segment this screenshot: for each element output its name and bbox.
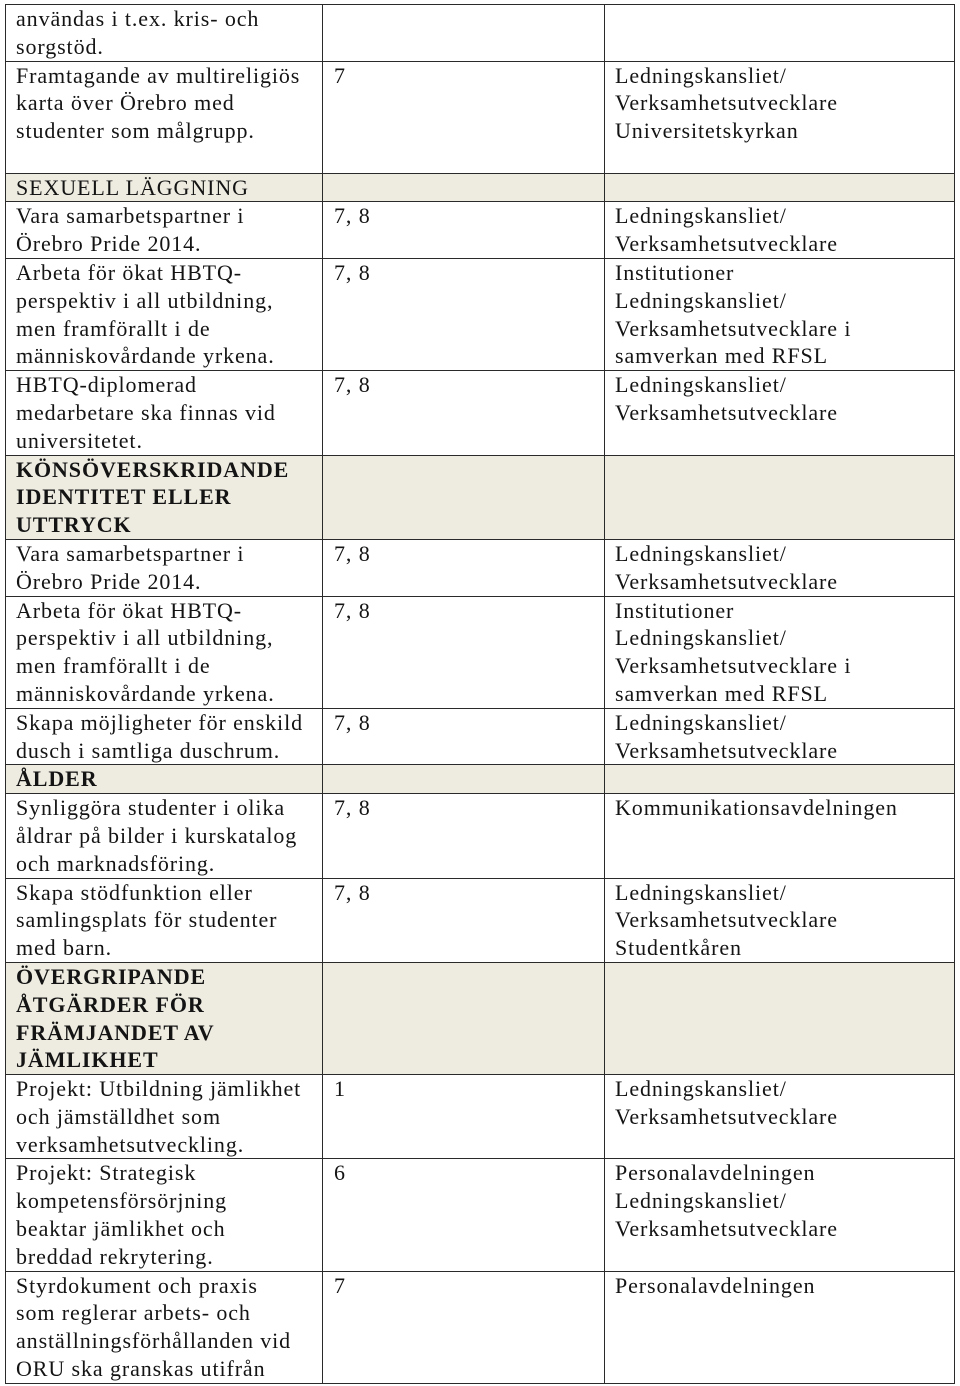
section-blank-cell (605, 765, 955, 794)
action-cell: Skapa stödfunktion eller samlingsplats för studenter med barn. (6, 878, 323, 962)
table-row (6, 878, 955, 962)
section-header-row (6, 173, 955, 202)
section-header-row (6, 765, 955, 794)
responsible-cell: Ledningskansliet/ Verksamhetsutvecklare (605, 708, 955, 765)
action-cell: Styrdokument och praxis som reglerar arbets- och anställningsförhållanden vid ORU ska granskas utifrån (6, 1271, 323, 1383)
table-row (6, 1271, 955, 1383)
action-cell: Projekt: Strategisk kompetensförsörjning beaktar jämlikhet och breddad rekrytering. (6, 1159, 323, 1271)
section-blank-cell (323, 455, 605, 539)
section-blank-cell (323, 962, 605, 1074)
action-cell: Arbeta för ökat HBTQ- perspektiv i all utbildning, men framförallt i de människovårdande yrkena. (6, 596, 323, 708)
action-cell: användas i t.ex. kris- och sorgstöd. (6, 5, 323, 62)
section-title: ÅLDER (6, 765, 323, 794)
section-blank-cell (605, 455, 955, 539)
section-blank-cell (605, 173, 955, 202)
responsible-cell: Ledningskansliet/ Verksamhetsutvecklare (605, 371, 955, 455)
goals-cell: 7 (323, 1271, 605, 1383)
action-cell: Synliggöra studenter i olika åldrar på bilder i kurskatalog och marknadsföring. (6, 794, 323, 878)
goals-cell: 1 (323, 1075, 605, 1159)
section-title: SEXUELL LÄGGNING (6, 173, 323, 202)
section-blank-cell (323, 173, 605, 202)
responsible-cell: Kommunikationsavdelningen (605, 794, 955, 878)
goals-cell: 6 (323, 1159, 605, 1271)
goals-cell: 7, 8 (323, 202, 605, 259)
table-row (6, 371, 955, 455)
table-row (6, 202, 955, 259)
goals-cell: 7 (323, 61, 605, 173)
table-row (6, 596, 955, 708)
table-row (6, 794, 955, 878)
responsible-cell (605, 5, 955, 62)
action-cell: Vara samarbetspartner i Örebro Pride 2014. (6, 202, 323, 259)
table-row (6, 258, 955, 370)
table-row (6, 1075, 955, 1159)
action-cell: HBTQ-diplomerad medarbetare ska finnas vid universitetet. (6, 371, 323, 455)
responsible-cell: Personalavdelningen (605, 1271, 955, 1383)
responsible-cell: Ledningskansliet/ Verksamhetsutvecklare (605, 202, 955, 259)
action-cell: Vara samarbetspartner i Örebro Pride 2014. (6, 539, 323, 596)
action-cell: Skapa möjligheter för enskild dusch i samtliga duschrum. (6, 708, 323, 765)
table-row (6, 708, 955, 765)
responsible-cell: Ledningskansliet/ Verksamhetsutvecklare Universitetskyrkan (605, 61, 955, 173)
responsible-cell: Personalavdelningen Ledningskansliet/ Verksamhetsutvecklare (605, 1159, 955, 1271)
section-blank-cell (605, 962, 955, 1074)
responsible-cell: Ledningskansliet/ Verksamhetsutvecklare Studentkåren (605, 878, 955, 962)
table-body (6, 5, 955, 1384)
action-cell: Framtagande av multireligiös karta över Örebro med studenter som målgrupp. (6, 61, 323, 173)
goals-cell: 7, 8 (323, 878, 605, 962)
responsible-cell: Ledningskansliet/ Verksamhetsutvecklare (605, 539, 955, 596)
goals-cell: 7, 8 (323, 596, 605, 708)
table-row (6, 61, 955, 173)
goals-cell (323, 5, 605, 62)
responsible-cell: Ledningskansliet/ Verksamhetsutvecklare (605, 1075, 955, 1159)
table-row (6, 5, 955, 62)
goals-cell: 7, 8 (323, 794, 605, 878)
table-row (6, 1159, 955, 1271)
section-title: KÖNSÖVERSKRIDANDE IDENTITET ELLER UTTRYCK (6, 455, 323, 539)
goals-cell: 7, 8 (323, 708, 605, 765)
table-row (6, 539, 955, 596)
section-blank-cell (323, 765, 605, 794)
goals-cell: 7, 8 (323, 539, 605, 596)
section-header-row (6, 962, 955, 1074)
responsible-cell: Institutioner Ledningskansliet/ Verksamhetsutvecklare i samverkan med RFSL (605, 258, 955, 370)
section-header-row (6, 455, 955, 539)
goals-cell: 7, 8 (323, 371, 605, 455)
action-plan-table (5, 4, 955, 1384)
action-cell: Arbeta för ökat HBTQ- perspektiv i all utbildning, men framförallt i de människovårdande yrkena. (6, 258, 323, 370)
goals-cell: 7, 8 (323, 258, 605, 370)
responsible-cell: Institutioner Ledningskansliet/ Verksamhetsutvecklare i samverkan med RFSL (605, 596, 955, 708)
section-title: ÖVERGRIPANDE ÅTGÄRDER FÖR FRÄMJANDET AV JÄMLIKHET (6, 962, 323, 1074)
action-cell: Projekt: Utbildning jämlikhet och jämställdhet som verksamhetsutveckling. (6, 1075, 323, 1159)
